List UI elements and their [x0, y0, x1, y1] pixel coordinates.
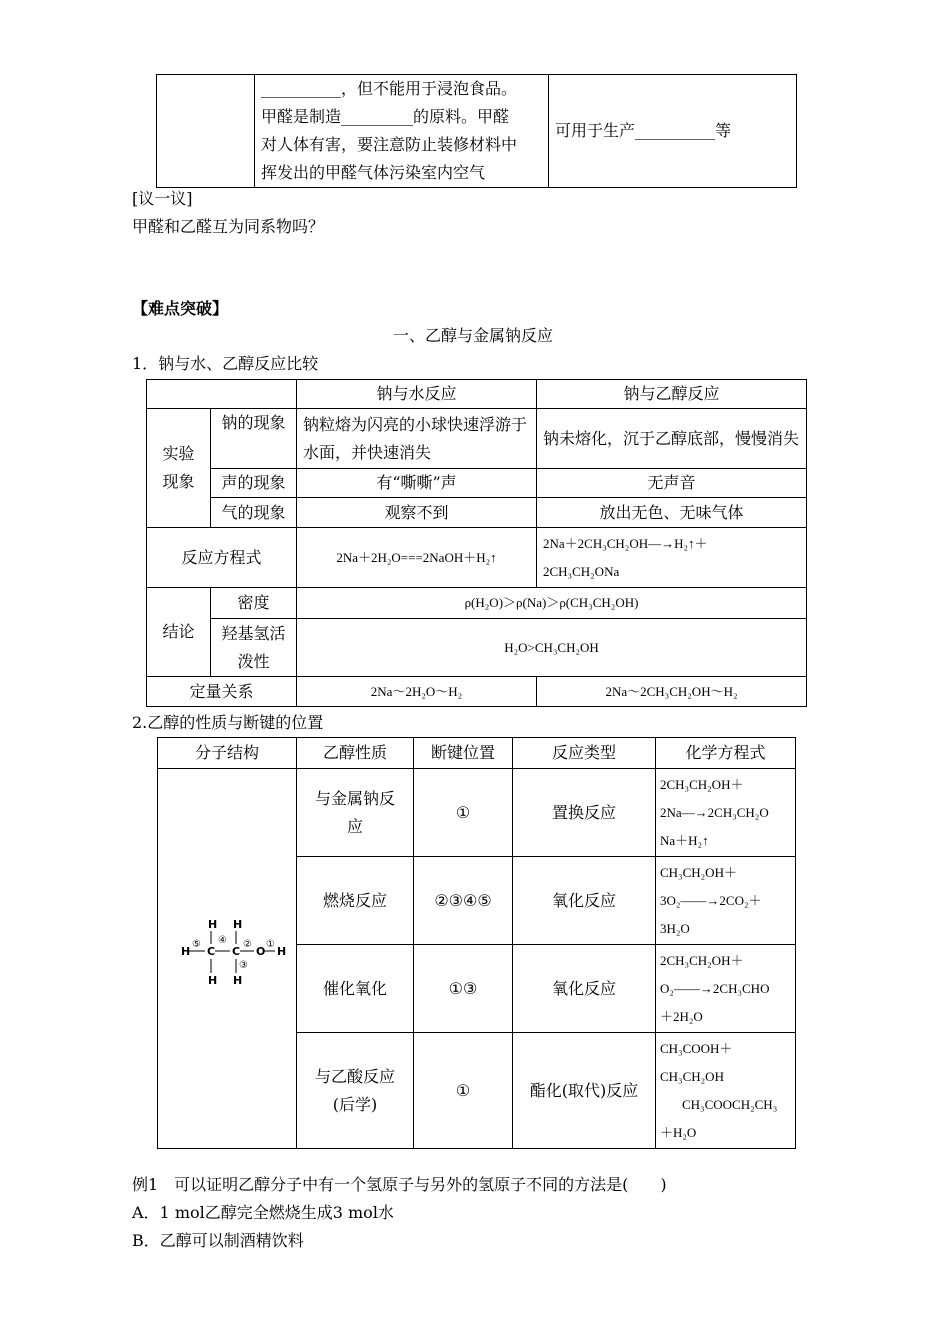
t2-header-equation: 化学方程式: [656, 738, 796, 769]
t1-na-label: 钠的现象: [211, 409, 297, 469]
t1-density-value: ρ(H₂O)＞ρ(Na)＞ρ(CH₃CH₂OH): [297, 588, 807, 619]
t2-row4-eq-l1: CH₃COOH＋: [660, 1040, 733, 1056]
t2-row1-property: [297, 769, 414, 857]
t1-sound-label: 声的现象: [211, 469, 297, 498]
top-table-mid-cell: [255, 75, 549, 188]
t1-concl-label: 结论: [147, 588, 211, 677]
t2-row4-property: [297, 1033, 414, 1149]
t2-row4-type: 酯化(取代)反应: [513, 1033, 656, 1149]
t2-row2-eq-l1: CH₃CH₂OH＋: [660, 864, 737, 880]
t2-header-bond: 断键位置: [414, 738, 513, 769]
t2-row2-property: 燃烧反应: [297, 857, 414, 945]
discuss-question: 甲醛和乙醛互为同系物吗？: [132, 217, 325, 236]
t2-row4-eq-l2: CH₃CH₂OH: [660, 1068, 724, 1084]
t2-row1-property-l1: 与金属钠反: [314, 788, 395, 808]
t2-row2-bond: ②③④⑤: [414, 857, 513, 945]
discuss-label: [议一议]: [132, 189, 193, 208]
mol-mark-2: ②: [243, 939, 252, 950]
mol-atom-c1: C: [207, 945, 216, 958]
t2-row1-property-l2: 应: [346, 816, 363, 836]
t1-eq-water: 2Na＋2H₂O===2NaOH＋H₂↑: [297, 528, 537, 588]
t1-activity-value: H₂O>CH₃CH₂OH: [297, 619, 807, 677]
t2-row3-equation: [656, 945, 796, 1033]
t1-exp-label-l1: 实验: [162, 444, 195, 463]
t1-activity-label-l1: 羟基氢活: [221, 623, 286, 643]
t1-na-water: 钠粒熔为闪亮的小球快速浮游于水面，并快速消失: [297, 409, 537, 469]
mol-mark-3: ③: [239, 960, 248, 971]
example-option-b: B．乙醇可以制酒精饮料: [132, 1231, 304, 1250]
t2-row4-property-l2: (后学): [332, 1094, 378, 1114]
ethanol-structure-diagram: [167, 914, 287, 994]
t2-row4-bond: ①: [414, 1033, 513, 1149]
t1-header-ethanol: 钠与乙醇反应: [537, 380, 807, 409]
t1-exp-label: [147, 409, 211, 528]
t2-row2-equation: [656, 857, 796, 945]
subsection-title: 一、乙醇与金属钠反应: [393, 326, 554, 345]
t1-density-label: 密度: [211, 588, 297, 619]
example-question: 例1 可以证明乙醇分子中有一个氢原子与另外的氢原子不同的方法是( ): [132, 1175, 667, 1194]
t2-row1-type: 置换反应: [513, 769, 656, 857]
t1-gas-water: 观察不到: [297, 498, 537, 528]
t1-eq-ethanol-l1: 2Na＋2CH₃CH₂OH―→H₂↑＋: [543, 535, 708, 551]
t1-exp-label-l2: 现象: [162, 472, 195, 491]
t2-row1-eq-l3: Na＋H₂↑: [660, 832, 709, 848]
ethanol-properties-table: [157, 737, 796, 1149]
t2-row3-eq-l2: O₂――→2CH₃CHO: [660, 980, 770, 996]
t2-row1-equation: [656, 769, 796, 857]
top-table-right-cell: 可用于生产__________等: [549, 75, 797, 188]
mol-atom-h-right: H: [277, 945, 287, 958]
t1-header-water: 钠与水反应: [297, 380, 537, 409]
t1-activity-label-l2: 泼性: [237, 651, 270, 671]
t2-header-type: 反应类型: [513, 738, 656, 769]
mol-mark-1: ①: [266, 939, 275, 950]
mol-atom-h-top-2: H: [233, 918, 243, 931]
t2-row4-eq-l4: ＋H₂O: [660, 1124, 697, 1140]
t2-header-property: 乙醇性质: [297, 738, 414, 769]
mol-atom-h-top-1: H: [208, 918, 218, 931]
t2-row4-equation: [656, 1033, 796, 1149]
t1-na-ethanol: 钠未熔化，沉于乙醇底部，慢慢消失: [537, 409, 807, 469]
mol-atom-h-bottom-1: H: [208, 974, 218, 987]
mid-line-4: 挥发出的甲醛气体污染室内空气: [261, 163, 486, 182]
mol-atom-h-bottom-2: H: [233, 974, 243, 987]
t2-molecule-cell: [158, 769, 297, 1149]
t1-sound-water: 有“嘶嘶”声: [297, 469, 537, 498]
t2-header-structure: 分子结构: [158, 738, 297, 769]
t2-row2-eq-l3: 3H₂O: [660, 920, 690, 936]
t2-row4-eq-l3: CH₃COOCH₂CH₃: [682, 1096, 778, 1112]
item1-title: 1．钠与水、乙醇反应比较: [132, 354, 319, 373]
t1-gas-ethanol: 放出无色、无味气体: [537, 498, 807, 528]
t1-eq-ethanol: [537, 528, 807, 588]
mol-atom-h-left: H: [181, 945, 191, 958]
section-heading: 【难点突破】: [132, 299, 229, 318]
t1-eq-ethanol-l2: 2CH₃CH₂ONa: [543, 563, 620, 579]
mol-atom-o: O: [256, 945, 266, 958]
t1-header-empty: [147, 380, 297, 409]
t2-row2-eq-l2: 3O₂――→2CO₂＋: [660, 892, 762, 908]
t2-row3-eq-l3: ＋2H₂O: [660, 1008, 703, 1024]
t1-gas-label: 气的现象: [211, 498, 297, 528]
t2-row3-type: 氧化反应: [513, 945, 656, 1033]
mol-mark-5: ⑤: [192, 939, 201, 950]
t2-row1-eq-l2: 2Na―→2CH₃CH₂O: [660, 804, 769, 820]
t2-row3-property: 催化氧化: [297, 945, 414, 1033]
t2-row1-eq-l1: 2CH₃CH₂OH＋: [660, 776, 744, 792]
mid-line-1: __________，但不能用于浸泡食品。: [261, 79, 518, 98]
mid-line-2: 甲醛是制造_________的原料。甲醛: [261, 107, 510, 126]
t1-quant-ethanol: 2Na～2CH₃CH₂OH～H₂: [537, 677, 807, 707]
sodium-comparison-table: [146, 379, 807, 707]
item2-title: 2.乙醇的性质与断键的位置: [132, 713, 324, 732]
mol-atom-c2: C: [232, 945, 241, 958]
t2-row4-property-l1: 与乙酸反应: [314, 1066, 395, 1086]
mid-line-3: 对人体有害，要注意防止装修材料中: [261, 135, 518, 154]
t1-sound-ethanol: 无声音: [537, 469, 807, 498]
t1-activity-label: [211, 619, 297, 677]
t2-row2-type: 氧化反应: [513, 857, 656, 945]
t2-row3-eq-l1: 2CH₃CH₂OH＋: [660, 952, 744, 968]
t2-row3-bond: ①③: [414, 945, 513, 1033]
top-table: [156, 74, 797, 188]
mol-mark-4: ④: [218, 935, 227, 946]
t1-quant-water: 2Na～2H₂O～H₂: [297, 677, 537, 707]
t2-row1-bond: ①: [414, 769, 513, 857]
t1-quant-label: 定量关系: [147, 677, 297, 707]
example-option-a: A．1 mol乙醇完全燃烧生成3 mol水: [132, 1203, 394, 1222]
t1-eq-label: 反应方程式: [147, 528, 297, 588]
top-table-empty-cell: [157, 75, 255, 188]
